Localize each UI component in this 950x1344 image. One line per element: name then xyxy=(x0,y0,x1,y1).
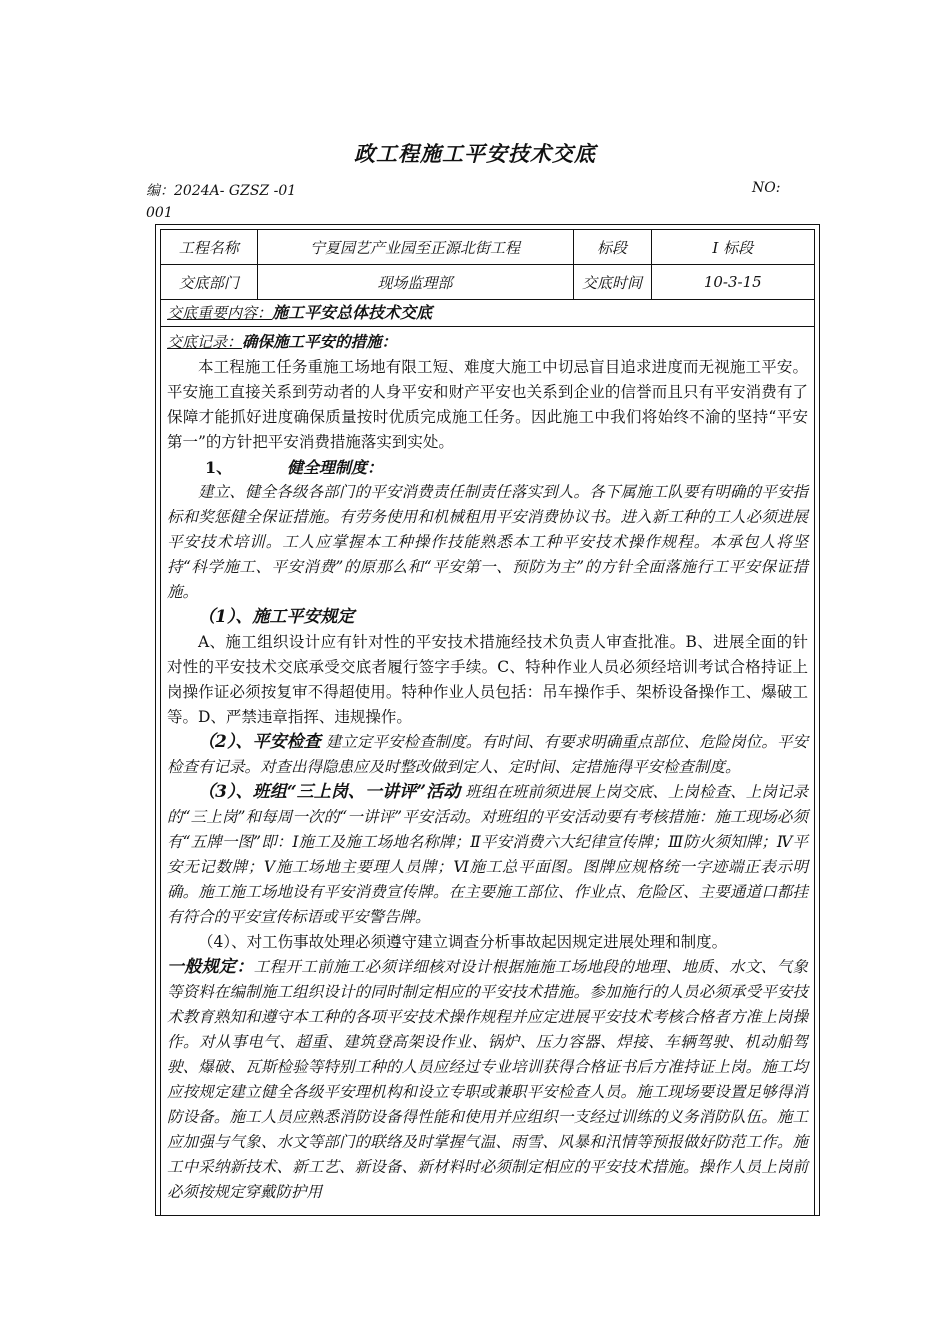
section-label: 标段 xyxy=(573,230,651,265)
general-rules-title: 一般规定： xyxy=(167,957,254,977)
rule-2-text: 建立定平安检查制度。有时间、有要求明确重点部位、危险岗位。平安检查有记录。对查出得隐患应及时整改做到定人、定时间、定措施得平安检查制度。 xyxy=(167,733,808,776)
rule-2-paragraph xyxy=(167,730,808,780)
time-value: 10-3-15 xyxy=(651,265,814,300)
document-title: 政工程施工平安技术交底 xyxy=(354,141,596,166)
record-value: 确保施工平安的措施： xyxy=(242,332,398,351)
document-code: 编：2024A- GZSZ -01 xyxy=(146,183,297,199)
rule-3-text: 班组在班前须进展上岗交底、上岗检查、上岗记录的“三上岗”和每周一次的“一讲评”平安活动。对班组的平安活动要有考核措施：施工现场必须有“五牌一图”即：Ⅰ施工及施工场地名称牌；Ⅱ平安消费六大纪律宣传牌；Ⅲ防火须知牌；Ⅳ平安无记数牌；Ⅴ施工场地主要理人员牌；Ⅵ施工总平面图。图牌应规格统一字迹端正表示明确。施工施工场地设有平安消费宣传牌。在主要施工部位、作业点、危险区、主要通道口都挂有符合的平安宣传标语或平安警告牌。 xyxy=(167,783,808,926)
time-label: 交底时间 xyxy=(573,265,651,300)
document-no-label: NO: xyxy=(752,180,781,196)
content-label: 交底重要内容： xyxy=(167,304,273,322)
section-1-number: 1、 xyxy=(205,458,233,477)
document-no-value: 001 xyxy=(146,205,173,221)
rule-4-text: （4）、对工伤事故处理必须遵守建立调查分析事故起因规定进展处理和制度。 xyxy=(198,933,728,951)
section-1-heading xyxy=(167,455,808,480)
general-rules-paragraph xyxy=(167,955,808,1205)
dept-value: 现场监理部 xyxy=(257,265,573,300)
general-rules-text: 工程开工前施工必须详细核对设计根据施施工场地段的地理、地质、水文、气象等资料在编制施工组织设计的同时制定相应的平安技术措施。参加施行的人员必须承受平安技术教育熟知和遵守本工种的各项平安技术操作规程并应定进展平安技术考核合格者方准上岗操作。对从事电气、超重、建筑登高架设作业、锅炉、压力容器、焊接、车辆驾驶、机动船驾驶、爆破、瓦斯检验等特别工种的人员应经过专业培训获得合格证书后方准持证上岗。施工均应按规定建立健全各级平安理机构和设立专职或兼职平安检查人员。施工现场要设置足够得消防设备。施工人员应熟悉消防设备得性能和使用并应组织一支经过训练的义务消防队伍。施工应加强与气象、水文等部门的联络及时掌握气温、雨雪、风暴和汛情等预报做好防范工作。施工中采纳新技术、新工艺、新设备、新材料时必须制定相应的平安技术措施。操作人员上岗前必须按规定穿戴防护用 xyxy=(167,958,808,1201)
intro-paragraph: 本工程施工任务重施工场地有限工短、难度大施工中切忌盲目追求进度而无视施工平安。平安施工直接关系到劳动者的人身平安和财产平安也关系到企业的信誉而且只有平安消费有了保障才能抓好进度确保质量按时优质完成施工任务。因此施工中我们将始终不渝的坚持“平安第一”的方针把平安消费措施落实到实处。 xyxy=(167,358,808,451)
record-content xyxy=(161,327,814,1205)
info-table xyxy=(161,230,814,300)
content-summary-row xyxy=(161,300,814,327)
project-name-label: 工程名称 xyxy=(161,230,257,265)
form-body xyxy=(160,229,815,1216)
dept-label: 交底部门 xyxy=(161,265,257,300)
content-value: 施工平安总体技术交底 xyxy=(272,303,433,322)
rule-1-title: （1）、施工平安规定 xyxy=(198,607,355,627)
rule-1-text: A、施工组织设计应有针对性的平安技术措施经技术负责人审查批准。B、进展全面的针对性的平安技术交底承受交底者履行签字手续。C、特种作业人员必须经培训考试合格持证上岗操作证必须按复审不得超使用。特种作业人员包括：吊车操作手、架桥设备操作工、爆破工等。D、严禁违章指挥、违规操作。 xyxy=(167,633,808,726)
rule-1-heading xyxy=(167,605,808,630)
section-1-text: 建立、健全各级各部门的平安消费责任制责任落实到人。各下属施工队要有明确的平安指标和奖惩健全保证措施。有劳务使用和机械租用平安消费协议书。进入新工种的工人必须进展平安技术培训。工人应掌握本工种操作技能熟悉本工种平安技术操作规程。本承包人将坚持“科学施工、平安消费”的原那么和“平安第一、预防为主”的方针全面落施行工平安保证措施。 xyxy=(167,483,808,601)
info-row-project xyxy=(161,230,814,265)
rule-2-title: （2）、平安检查 xyxy=(198,732,321,752)
section-value: Ⅰ 标段 xyxy=(651,230,814,265)
project-name-value: 宁夏园艺产业园至正源北街工程 xyxy=(257,230,573,265)
section-1-title: 健全理制度： xyxy=(287,458,384,477)
record-label: 交底记录： xyxy=(167,333,243,351)
rule-3-title: （3）、班组“三上岗、一讲评”活动 xyxy=(198,782,461,802)
info-row-dept xyxy=(161,265,814,300)
rule-3-paragraph xyxy=(167,780,808,930)
